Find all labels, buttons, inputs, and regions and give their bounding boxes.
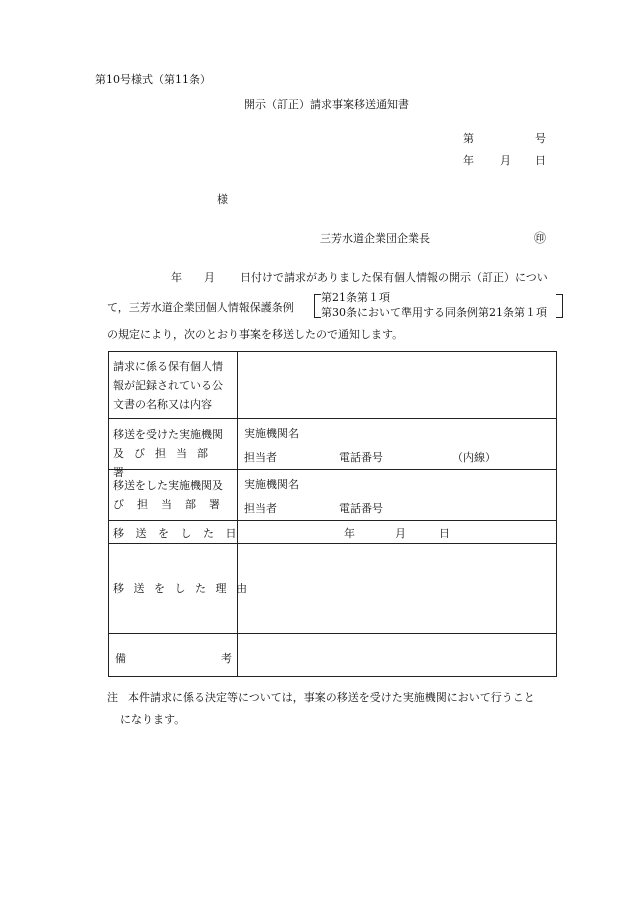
sender-name: 三芳水道企業団企業長 (320, 232, 430, 245)
row2-phone: 電話番号 (339, 451, 383, 464)
note-mark: 注 (107, 691, 118, 704)
body-line1: 日付けで請求がありました保有個人情報の開示（訂正）につい (240, 271, 548, 284)
reference-go: 号 (535, 132, 546, 145)
row3-person: 担当者 (244, 502, 277, 515)
table-row-divider (108, 520, 557, 521)
table-row-divider (108, 543, 557, 544)
row3-label: 移送をした実施機関及 び担当部署 (113, 479, 233, 511)
date-year: 年 (463, 154, 474, 167)
body-line2: て，三芳水道企業団個人情報保護条例 (107, 301, 294, 314)
date-day: 日 (535, 154, 546, 167)
body-line3: の規定により，次のとおり事案を移送したので通知します。 (107, 328, 404, 341)
table-row-divider (108, 418, 557, 419)
row1-label-line3: 文書の名称又は内容 (113, 398, 212, 411)
row2-agency-name: 実施機関名 (244, 427, 299, 440)
row5-label: 移送をした理由 (113, 582, 257, 595)
row6-label-left: 備 (115, 652, 126, 665)
row4-year: 年 (344, 527, 355, 540)
form-number: 第10号様式（第11条） (95, 73, 211, 86)
row2-person: 担当者 (244, 451, 277, 464)
right-brace (556, 294, 563, 318)
row4-day: 日 (439, 527, 450, 540)
option-2: 第30条において準用する同条例第21条第１項 (321, 306, 547, 319)
body-month: 月 (204, 271, 215, 284)
row4-month: 月 (395, 527, 406, 540)
note-line1: 本件請求に係る決定等については，事案の移送を受けた実施機関において行うこと (128, 691, 535, 704)
row4-label: 移送をした日 (113, 527, 248, 540)
table-column-divider (237, 351, 238, 677)
body-year: 年 (171, 271, 182, 284)
row3-phone: 電話番号 (339, 502, 383, 515)
note-line2: になります。 (120, 713, 186, 726)
date-month: 月 (500, 154, 511, 167)
row2-label: 移送を受けた実施機関 及び担当部署 (113, 428, 223, 479)
row6-label-right: 考 (221, 652, 232, 665)
left-brace (314, 294, 321, 318)
row3-agency-name: 実施機関名 (244, 478, 299, 491)
reference-dai: 第 (463, 132, 474, 145)
addressee-sama: 様 (217, 193, 228, 206)
table-row-divider (108, 633, 557, 634)
seal-mark: ㊞ (534, 231, 547, 245)
row1-label: 請求に係る保有個人情 報が記録されている公 文書の名称又は内容 (113, 357, 233, 414)
row2-extension: （内線） (452, 451, 496, 464)
document-title: 開示（訂正）請求事案移送通知書 (244, 98, 409, 111)
option-1: 第21条第１項 (321, 291, 390, 304)
